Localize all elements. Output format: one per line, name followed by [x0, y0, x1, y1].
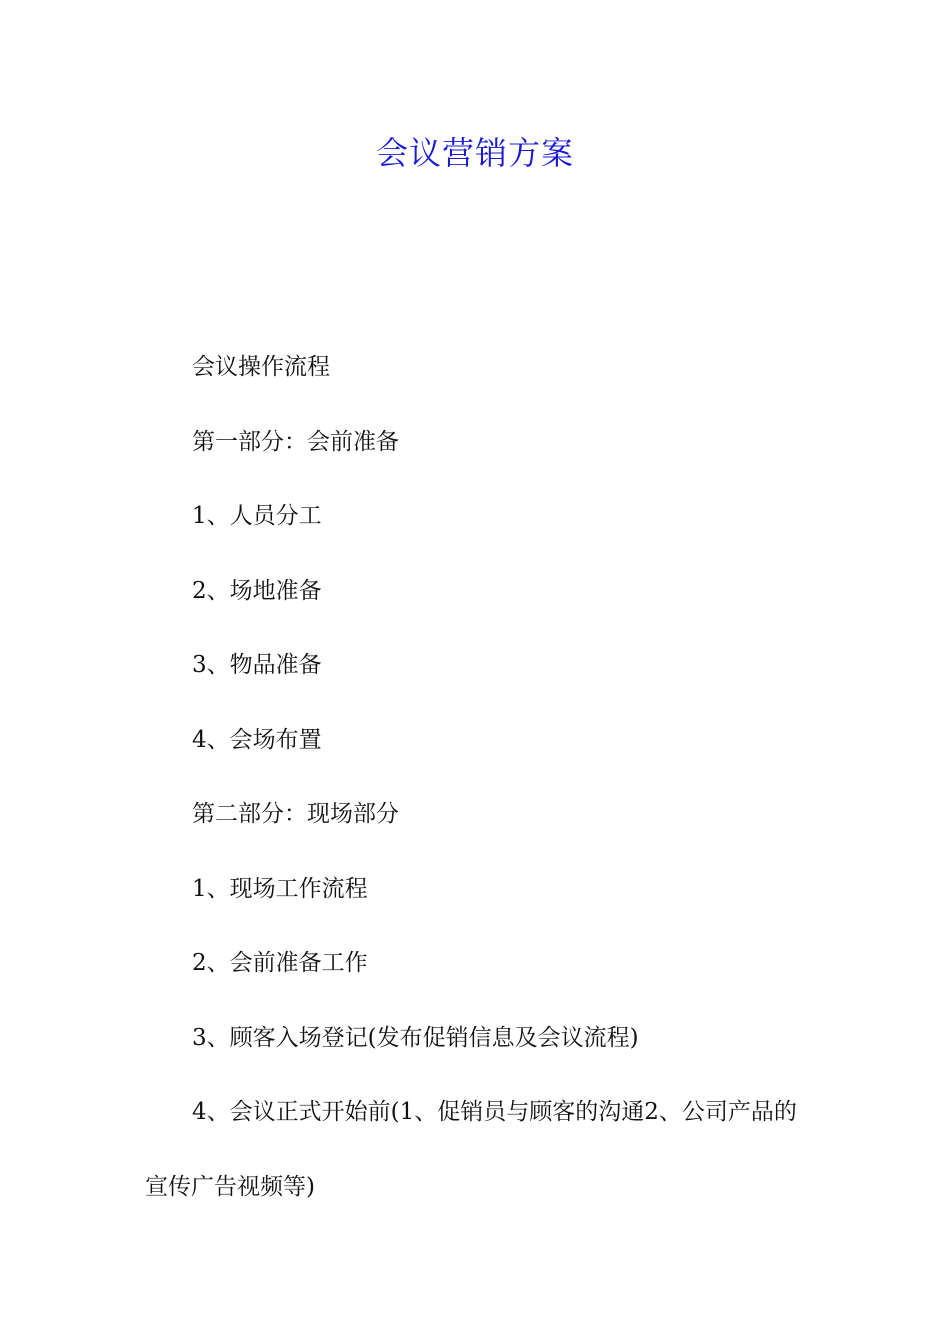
list-item: 1、人员分工 [192, 503, 322, 529]
list-item: 3、顾客入场登记(发布促销信息及会议流程) [192, 1024, 639, 1051]
list-item: 4、会场布置 [192, 726, 322, 753]
list-item: 1、现场工作流程 [192, 875, 368, 902]
list-item: 3、物品准备 [192, 652, 322, 678]
list-item: 4、会议正式开始前(1、促销员与顾客的沟通2、公司产品的宣传广告视频等) [145, 1099, 797, 1200]
paragraph-part-one-heading: 第一部分：会前准备 [192, 428, 399, 455]
list-item: 2、场地准备 [192, 577, 322, 604]
list-item: 2、会前准备工作 [192, 950, 368, 976]
document-body [145, 330, 815, 1224]
paragraph-section-heading: 会议操作流程 [192, 354, 330, 380]
page-title: 会议营销方案 [375, 134, 574, 172]
paragraph-part-two-heading: 第二部分：现场部分 [192, 801, 399, 827]
